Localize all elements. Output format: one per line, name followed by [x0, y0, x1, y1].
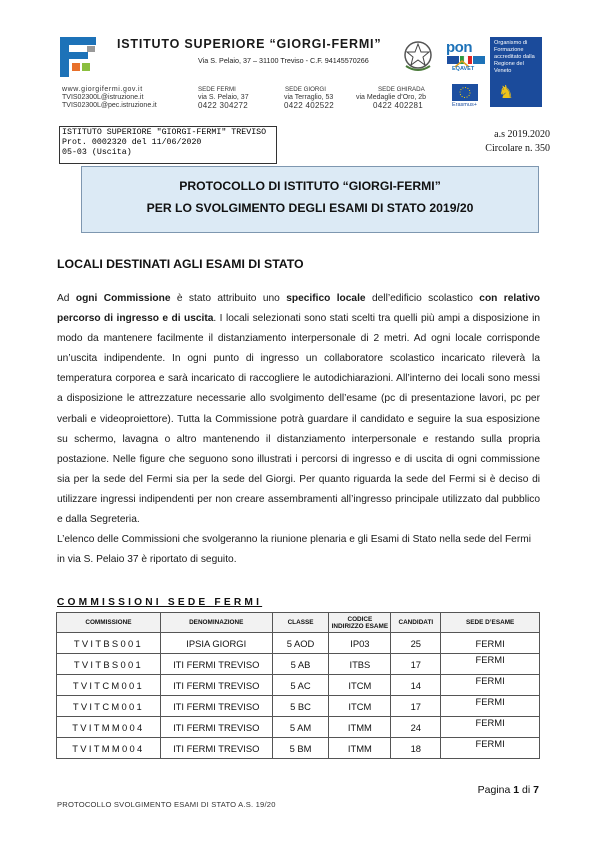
school-name: ISTITUTO SUPERIORE “GIORGI-FERMI”	[117, 37, 382, 51]
cell-codice: ITMM	[329, 717, 391, 738]
cell-denominazione: ITI FERMI TREVISO	[160, 717, 272, 738]
school-year: a.s 2019.2020	[494, 129, 550, 140]
sede-ghirada-street: via Medaglie d’Oro, 2b	[356, 94, 427, 101]
website: www.giorgifermi.gov.it	[62, 86, 143, 93]
paragraph-2: L’elenco delle Commissioni che svolgeranno la riunione plenaria e gli Esami di Stato nella sede del Fermi in via S. Pelaio 37 è riportato di seguito.	[57, 534, 531, 566]
protocol-stamp	[59, 126, 277, 164]
stamp-line-1: ISTITUTO SUPERIORE "GIORGI-FERMI" TREVISO	[62, 128, 267, 137]
sede-ghirada-phone: 0422 402281	[373, 101, 424, 110]
eu-flag-icon	[452, 84, 478, 101]
column-header: CODICE INDIRIZZO ESAME	[329, 613, 391, 633]
cell-classe: 5 AC	[272, 675, 329, 696]
table-row	[57, 696, 540, 717]
table-row	[57, 738, 540, 759]
cell-commissione: TVITBS001	[57, 633, 161, 654]
circolare-number: Circolare n. 350	[485, 143, 550, 154]
table-header-row	[57, 613, 540, 633]
cell-candidati: 14	[391, 675, 441, 696]
cell-sede: FERMI	[441, 654, 540, 675]
cell-sede: FERMI	[441, 717, 540, 738]
document-reference	[485, 128, 550, 156]
cell-sede: FERMI	[441, 633, 540, 654]
republic-emblem-icon	[402, 38, 434, 72]
pec-email: TVIS02300L@pec.istruzione.it	[62, 102, 157, 109]
table-row	[57, 675, 540, 696]
cell-classe: 5 BM	[272, 738, 329, 759]
cell-denominazione: IPSIA GIORGI	[160, 633, 272, 654]
school-address: Via S. Pelaio, 37 – 31100 Treviso - C.F. 94145570266	[198, 56, 369, 65]
commissions-heading: COMMISSIONI SEDE FERMI	[57, 597, 263, 608]
cell-classe: 5 AOD	[272, 633, 329, 654]
sede-ghirada-name: SEDE GHIRADA	[378, 86, 425, 93]
cell-candidati: 24	[391, 717, 441, 738]
column-header: COMMISSIONE	[57, 613, 161, 633]
document-title-box	[81, 166, 539, 233]
cell-codice: ITMM	[329, 738, 391, 759]
cell-candidati: 25	[391, 633, 441, 654]
sede-giorgi-name: SEDE GIORGI	[285, 86, 326, 93]
cell-commissione: TVITMM004	[57, 738, 161, 759]
cell-commissione: TVITCM001	[57, 675, 161, 696]
erasmus-label: Erasmus+	[452, 102, 477, 108]
table-row	[57, 633, 540, 654]
sede-fermi-street: via S. Pelaio, 37	[198, 94, 249, 101]
sede-fermi-name: SEDE FERMI	[198, 86, 236, 93]
eqavet-label: EQAVET	[452, 66, 475, 72]
cell-codice: ITCM	[329, 696, 391, 717]
column-header: DENOMINAZIONE	[160, 613, 272, 633]
paragraph-1: Ad ogni Commissione è stato attribuito uno specifico locale dell’edificio scolastico con relativo percorso di ingresso e di uscita. I locali selezionati sono stati scelti tra quelli più ampi a disposizione in modo da mantenere facilmente il distanziamento interpersonale di 2 metri. Ad ogni locale corrisponde un’uscita indipendente. In ogni punto di ingresso un collaboratore scolastico incaricato rileverà la temperatura corporea e sarà incaricato di raccogliere le autodichiarazioni. All’interno dei locali sono messi a disposizione le attrezzature necessarie allo svolgimento dell’esame (pc di presentazione lavori, pc per verbali e videoproiettore). Tutta la Commissione potrà guardare il candidato e seguire la sua esposizione su schermo, lavagna o altro mantenendo il distanziamento interpersonale e restando sulla propria postazione. Nelle figure che seguono sono illustrati i percorsi di ingresso e di uscita di ogni commissione sia per la sede del Fermi sia per la sede del Giorgi. Per quanto riguarda la sede del Fermi si è deciso di utilizzare ingressi indipendenti per non creare assembramenti all’ingresso principale utilizzato dal pubblico e dalla Segreteria.	[57, 293, 540, 526]
body-text	[57, 289, 540, 570]
school-logo-icon	[60, 37, 96, 77]
cell-candidati: 17	[391, 696, 441, 717]
email: TVIS02300L@istruzione.it	[62, 94, 144, 101]
cell-sede: FERMI	[441, 675, 540, 696]
cell-codice: ITCM	[329, 675, 391, 696]
cell-commissione: TVITCM001	[57, 696, 161, 717]
page-footer: PROTOCOLLO SVOLGIMENTO ESAMI DI STATO A.S. 19/20	[57, 800, 276, 809]
column-header: CLASSE	[272, 613, 329, 633]
cell-commissione: TVITBS001	[57, 654, 161, 675]
cell-codice: ITBS	[329, 654, 391, 675]
cell-denominazione: ITI FERMI TREVISO	[160, 675, 272, 696]
table-row	[57, 654, 540, 675]
column-header: SEDE D’ESAME	[441, 613, 540, 633]
cell-candidati: 18	[391, 738, 441, 759]
column-header: CANDIDATI	[391, 613, 441, 633]
cell-denominazione: ITI FERMI TREVISO	[160, 654, 272, 675]
sede-giorgi-street: via Terraglio, 53	[284, 94, 334, 101]
veneto-text: Organismo di Formazione accreditato dalla Regione del Veneto	[494, 40, 535, 74]
cell-classe: 5 BC	[272, 696, 329, 717]
page-number: Pagina 1 di 7	[477, 784, 539, 796]
cell-candidati: 17	[391, 654, 441, 675]
title-line-2: PER LO SVOLGIMENTO DEGLI ESAMI DI STATO 2019/20	[146, 201, 474, 215]
table-row	[57, 717, 540, 738]
cell-codice: IP03	[329, 633, 391, 654]
section-heading: LOCALI DESTINATI AGLI ESAMI DI STATO	[57, 257, 304, 271]
stamp-line-3: 05-03 (Uscita)	[62, 148, 132, 157]
cell-commissione: TVITMM004	[57, 717, 161, 738]
commissions-table	[56, 612, 540, 759]
pon-logo: pon	[446, 39, 472, 56]
cell-sede: FERMI	[441, 738, 540, 759]
cell-classe: 5 AB	[272, 654, 329, 675]
lion-icon: ♞	[498, 82, 515, 102]
sede-fermi-phone: 0422 304272	[198, 101, 249, 110]
sede-giorgi-phone: 0422 402522	[284, 101, 335, 110]
stamp-line-2: Prot. 0002320 del 11/06/2020	[62, 138, 202, 147]
cell-sede: FERMI	[441, 696, 540, 717]
title-line-1: PROTOCOLLO DI ISTITUTO “GIORGI-FERMI”	[179, 179, 441, 193]
cell-classe: 5 AM	[272, 717, 329, 738]
cell-denominazione: ITI FERMI TREVISO	[160, 696, 272, 717]
cell-denominazione: ITI FERMI TREVISO	[160, 738, 272, 759]
